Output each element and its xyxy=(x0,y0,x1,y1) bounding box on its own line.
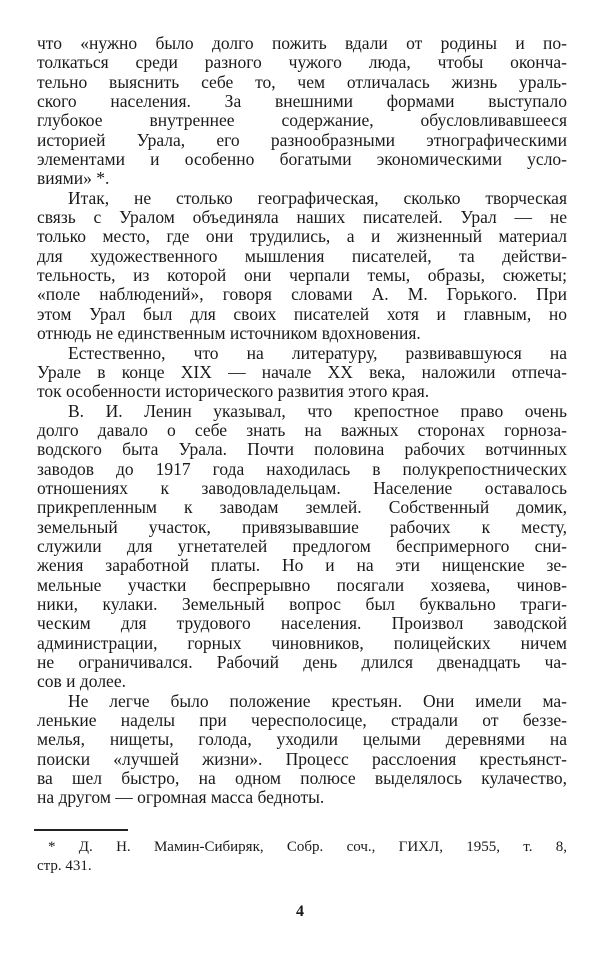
text-line: для художественного мышления писателей, та действи- xyxy=(37,245,567,266)
paragraph xyxy=(37,344,567,402)
text-line: виями» *. xyxy=(37,168,110,189)
text-line: администрации, горных чиновников, полицейских ничем xyxy=(37,632,567,653)
text-line: Естественно, что на литературу, развивавшуюся на xyxy=(68,342,567,363)
text-line: заводов до 1917 года находилась в полукрепостнических xyxy=(37,458,567,479)
text-line: ческим для трудового населения. Произвол заводской xyxy=(37,613,567,634)
text-line: элементами и особенно богатыми экономическими усло- xyxy=(37,149,567,170)
text-line: этом Урал был для своих писателей хотя и главным, но xyxy=(37,303,567,324)
text-line: отнюдь не единственным источником вдохновения. xyxy=(37,323,421,344)
footnote-line: * Д. Н. Мамин-Сибиряк, Собр. соч., ГИХЛ, 1955, т. 8, xyxy=(48,839,567,855)
text-line: тельно выяснить себе то, чем отличалась жизнь ураль- xyxy=(37,71,567,92)
text-line: что «нужно было долго пожить вдали от родины и по- xyxy=(37,33,567,53)
page-number: 4 xyxy=(296,903,304,920)
text-line: сов и долее. xyxy=(37,671,126,692)
text-line: на другом — огромная масса бедноты. xyxy=(37,787,325,808)
text-line: тельность, из которой они черпали темы, образы, сюжеты; xyxy=(37,265,567,286)
paragraph xyxy=(37,189,567,344)
text-line: ток особенности исторического развития этого края. xyxy=(37,381,430,402)
text-line: Итак, не столько географическая, сколько творческая xyxy=(68,187,567,208)
text-line: прикрепленным к заводам землей. Собственный домик, xyxy=(37,497,567,518)
text-line: земельный участок, привязывавшие рабочих к месту, xyxy=(37,516,567,537)
footnote-line: стр. 431. xyxy=(37,858,92,874)
paragraph xyxy=(37,402,567,692)
text-line: ского населения. За внешними формами выступало xyxy=(37,91,567,112)
footnote xyxy=(37,838,567,876)
text-line: толкаться среди разного чужого люда, чтобы оконча- xyxy=(37,52,567,73)
text-line: связь с Уралом объединяла наших писателей. Урал — не xyxy=(37,207,567,228)
text-line: жения заработной платы. Но и на эти нищенские зе- xyxy=(37,555,567,576)
text-line: только место, где они трудились, а и жизненный материал xyxy=(37,226,567,247)
text-line: служили для угнетателей предлогом беспримерного сни- xyxy=(37,535,567,556)
text-line: долго давало о себе знать на важных сторонах горноза- xyxy=(37,419,567,440)
text-line: историей Урала, его разнообразными этнографическими xyxy=(37,129,567,150)
text-line: Урале в конце XIX — начале XX века, наложили отпеча- xyxy=(37,361,567,382)
paragraph xyxy=(37,34,567,189)
text-line: не ограничивался. Рабочий день длился двенадцать ча- xyxy=(37,652,567,672)
body-text xyxy=(37,34,567,808)
footnote-divider xyxy=(34,829,128,831)
text-line: поиски «лучшей жизни». Процесс расслоения крестьянст- xyxy=(37,748,567,769)
text-line: глубокое внутреннее содержание, обусловливавшееся xyxy=(37,110,567,131)
text-line: «поле наблюдений», говоря словами А. М. Горького. При xyxy=(37,284,567,305)
text-line: ники, кулаки. Земельный вопрос был буквально траги- xyxy=(37,593,567,614)
text-line: В. И. Ленин указывал, что крепостное право очень xyxy=(68,400,567,421)
text-line: мелья, нищеты, голода, уходили целыми деревнями на xyxy=(37,729,567,750)
text-line: мельные участки беспрерывно посягали хозяева, чинов- xyxy=(37,574,567,595)
text-line: Не легче было положение крестьян. Они имели ма- xyxy=(68,690,567,711)
text-line: отношениях к заводовладельцам. Население оставалось xyxy=(37,477,567,498)
paragraph xyxy=(37,692,567,808)
text-line: ленькие наделы при чересполосице, страдали от беззе- xyxy=(37,710,567,731)
text-line: ва шел быстро, на одном полюсе выделялось кулачество, xyxy=(37,768,567,789)
text-line: водского быта Урала. Почти половина рабочих вотчинных xyxy=(37,439,567,460)
